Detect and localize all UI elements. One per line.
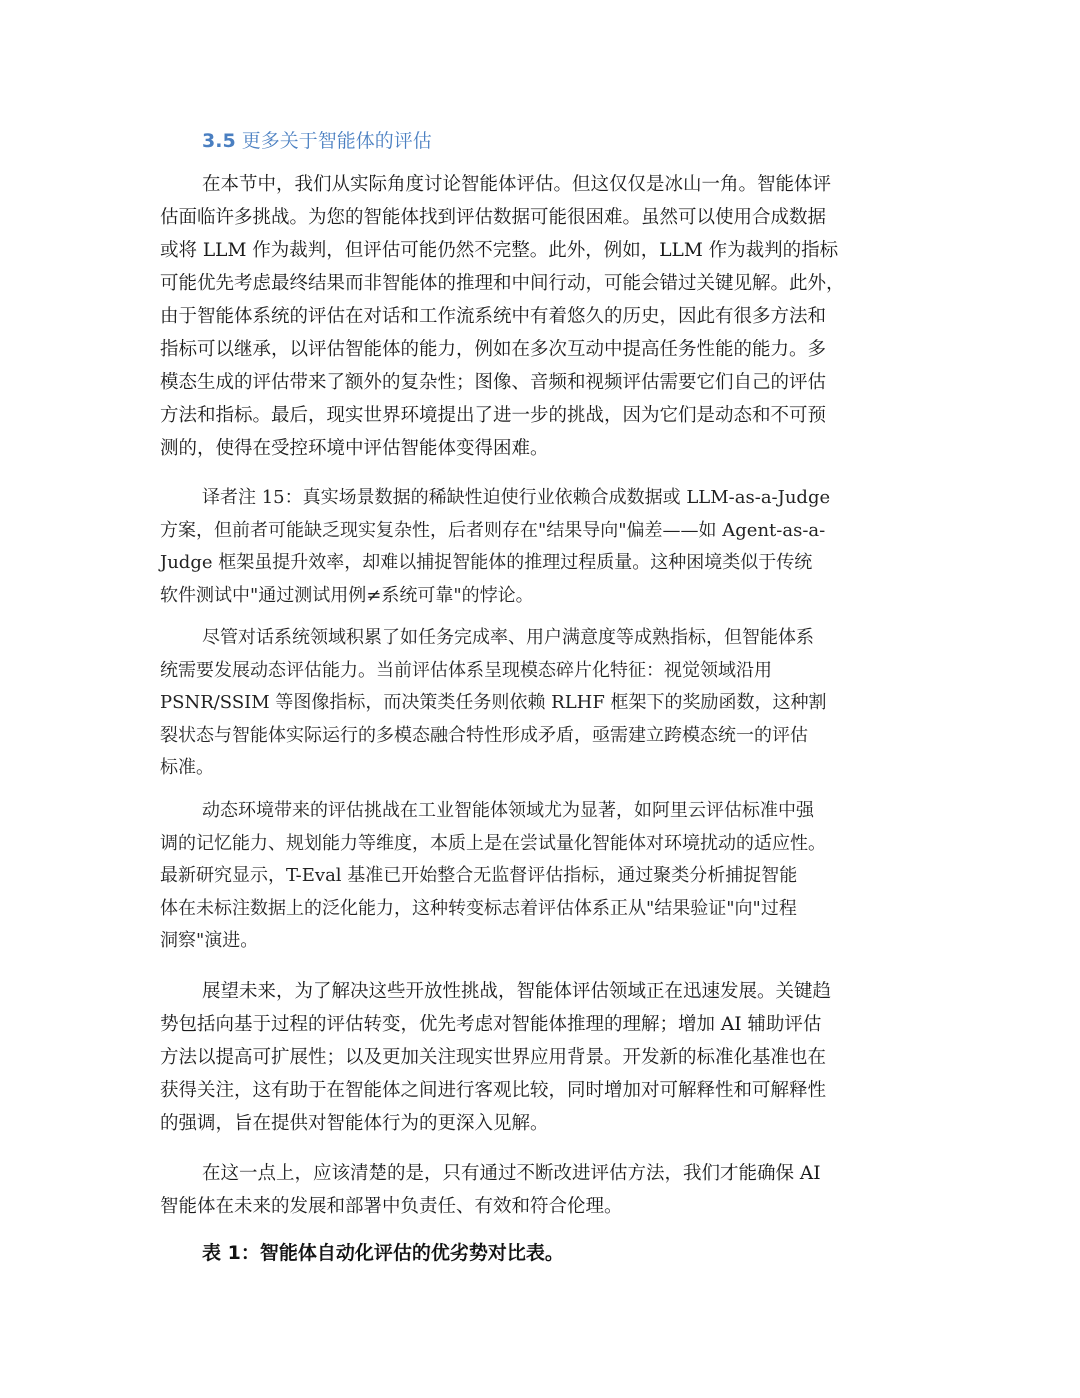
paragraph-dialog-systems	[160, 622, 950, 785]
table-caption: 表 1：智能体自动化评估的优劣势对比表。	[202, 1242, 564, 1264]
paragraph-line: 或将 LLM 作为裁判，但评估可能仍然不完整。此外，例如，LLM 作为裁判的指标	[160, 240, 839, 261]
paragraph-line: 势包括向基于过程的评估转变，优先考虑对智能体推理的理解；增加 AI 辅助评估	[160, 1014, 822, 1035]
paragraph-line: PSNR/SSIM 等图像指标，而决策类任务则依赖 RLHF 框架下的奖励函数，这种割	[160, 692, 827, 714]
paragraph-line: 展望未来，为了解决这些开放性挑战，智能体评估领域正在迅速发展。关键趋	[202, 981, 832, 1002]
paragraph-line: 估面临许多挑战。为您的智能体找到评估数据可能很困难。虽然可以使用合成数据	[160, 207, 827, 228]
paragraph-line: 软件测试中"通过测试用例≠系统可靠"的悖论。	[160, 584, 534, 606]
paragraph-dynamic-env	[160, 795, 950, 958]
paragraph-line: 译者注 15：真实场景数据的稀缺性迫使行业依赖合成数据或 LLM-as-a-Judge	[202, 487, 831, 508]
paragraph-line: 模态生成的评估带来了额外的复杂性；图像、音频和视频评估需要它们自己的评估	[160, 372, 827, 393]
paragraph-conclusion	[160, 1157, 950, 1223]
paragraph-line: 由于智能体系统的评估在对话和工作流系统中有着悠久的历史，因此有很多方法和	[160, 306, 827, 327]
paragraph-line: 的强调，旨在提供对智能体行为的更深入见解。	[160, 1113, 549, 1134]
paragraph-outlook	[160, 975, 950, 1140]
paragraph-line: 动态环境带来的评估挑战在工业智能体领域尤为显著，如阿里云评估标准中强	[202, 800, 814, 821]
paragraph-line: 在这一点上，应该清楚的是，只有通过不断改进评估方法，我们才能确保 AI	[202, 1163, 821, 1184]
paragraph-line: 智能体在未来的发展和部署中负责任、有效和符合伦理。	[160, 1196, 623, 1217]
paragraph-line: 方法以提高可扩展性；以及更加关注现实世界应用背景。开发新的标准化基准也在	[160, 1047, 827, 1068]
paragraph-line: 方法和指标。最后，现实世界环境提出了进一步的挑战，因为它们是动态和不可预	[160, 405, 827, 426]
translator-note	[160, 482, 950, 612]
paragraph-line: 体在未标注数据上的泛化能力，这种转变标志着评估体系正从"结果验证"向"过程	[160, 897, 797, 919]
section-number: 3.5	[202, 130, 236, 152]
paragraph-line: 可能优先考虑最终结果而非智能体的推理和中间行动，可能会错过关键见解。此外，	[160, 273, 845, 294]
paragraph-line: 指标可以继承，以评估智能体的能力，例如在多次互动中提高任务性能的能力。多	[160, 339, 827, 360]
paragraph-line: 最新研究显示，T-Eval 基准已开始整合无监督评估指标，通过聚类分析捕捉智能	[160, 865, 798, 887]
paragraph-line: 方案，但前者可能缺乏现实复杂性，后者则存在"结果导向"偏差——如 Agent-as-a-	[160, 519, 826, 541]
paragraph-line: 洞察"演进。	[160, 930, 259, 952]
paragraph-line: 标准。	[160, 757, 214, 779]
paragraph-line: 调的记忆能力、规划能力等维度，本质上是在尝试量化智能体对环境扰动的适应性。	[160, 832, 826, 854]
paragraph-line: 裂状态与智能体实际运行的多模态融合特性形成矛盾，亟需建立跨模态统一的评估	[160, 724, 808, 746]
paragraph-intro	[160, 168, 950, 465]
section-title: 更多关于智能体的评估	[241, 130, 432, 152]
section-heading	[202, 127, 432, 155]
paragraph-line: 在本节中，我们从实际角度讨论智能体评估。但这仅仅是冰山一角。智能体评	[202, 174, 832, 195]
paragraph-line: 尽管对话系统领域积累了如任务完成率、用户满意度等成熟指标，但智能体系	[202, 627, 814, 648]
paragraph-line: Judge 框架虽提升效率，却难以捕捉智能体的推理过程质量。这种困境类似于传统	[160, 552, 813, 574]
paragraph-line: 测的，使得在受控环境中评估智能体变得困难。	[160, 438, 549, 459]
paragraph-line: 获得关注，这有助于在智能体之间进行客观比较，同时增加对可解释性和可解释性	[160, 1080, 827, 1101]
paragraph-line: 统需要发展动态评估能力。当前评估体系呈现模态碎片化特征：视觉领域沿用	[160, 659, 772, 681]
